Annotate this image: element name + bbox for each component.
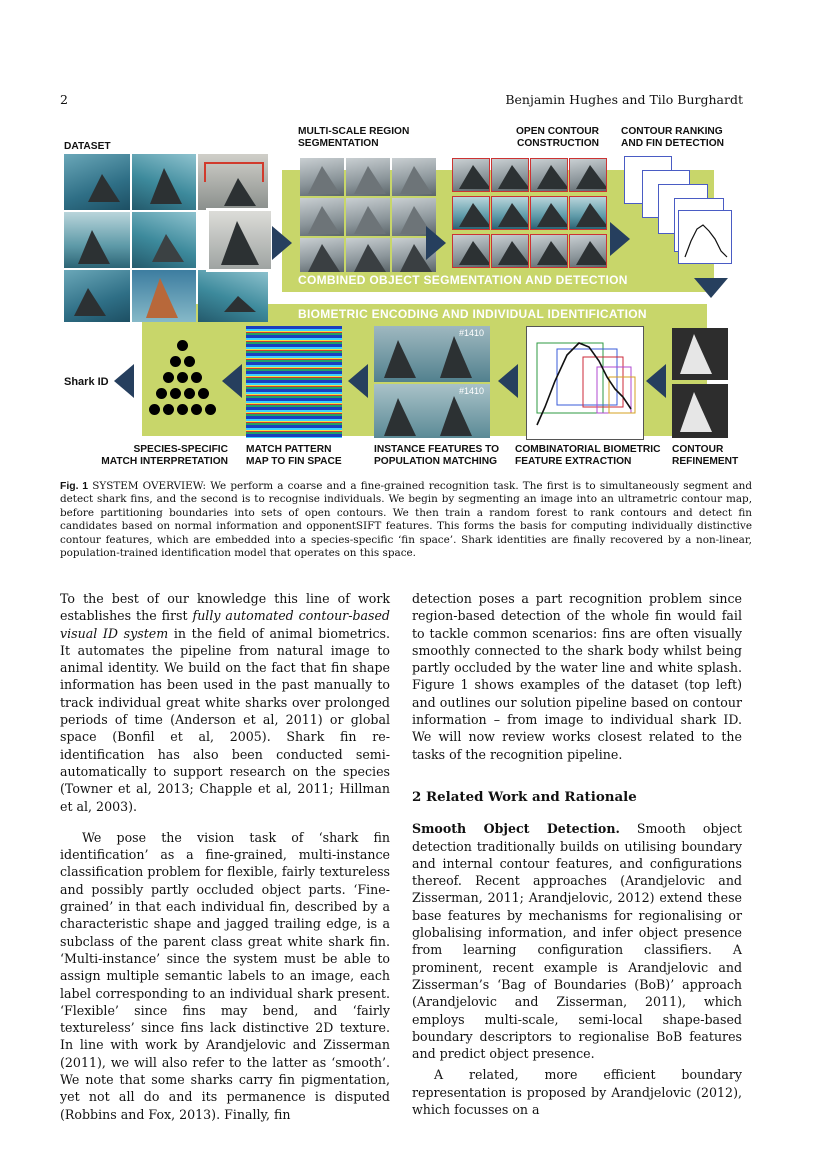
label-contour-ranking-fin-detection: CONTOUR RANKING AND FIN DETECTION — [621, 126, 725, 149]
label-species-specific-match-interpretation: SPECIES-SPECIFIC MATCH INTERPRETATION — [101, 444, 228, 467]
paragraph — [412, 820, 742, 1062]
paragraph: A related, more efficient boundary representation is proposed by Arandjelovic (2012), which focusses on a — [412, 1067, 742, 1118]
contour-image — [569, 234, 607, 268]
dataset-image — [64, 154, 130, 210]
segmentation-image — [346, 198, 390, 236]
paragraph-text: To the best of our knowledge this line of work establishes the first — [60, 591, 390, 624]
section-heading: 2 Related Work and Rationale — [412, 788, 637, 805]
paragraph-heading: Smooth Object Detection. — [412, 821, 620, 837]
flow-arrow-left — [114, 364, 134, 398]
paragraph: We pose the vision task of ‘shark fin identification’ as a fine-grained, multi-instance classification problem for flexible, fairly textureless and possibly partly occluded object parts. ‘Fine-grained’ in that each individual fin, described by a characteristic shape and jagged trailing edge, is a subclass of the parent class great white shark fin. ‘Multi-instance’ since the system must be able to assign multiple semantic labels to an image, each label corresponding to an individual shark present. ‘Flexible’ since fins may bend, and ‘fairly textureless’ since fins lack distinctive 2D texture. In line with work by Arandjelovic and Zisserman (2011), we will also refer to the latter as ‘smooth’. We note that some sharks carry fin pigmentation, yet not all do and its permanence is disputed (Robbins and Fox, 2013). Finally, fin — [60, 829, 390, 1122]
flow-arrow-left — [348, 364, 368, 398]
flow-arrow-down — [694, 278, 728, 298]
contour-image — [530, 158, 568, 192]
species-dot-pyramid — [144, 326, 220, 436]
segmentation-image — [300, 198, 344, 236]
contour-image — [530, 234, 568, 268]
dataset-image — [198, 154, 268, 210]
combinatorial-feature-plot — [526, 326, 644, 440]
flow-arrow-left — [646, 364, 666, 398]
left-column — [60, 590, 390, 1123]
bottom-band-title: BIOMETRIC ENCODING AND INDIVIDUAL IDENTIFICATION — [298, 307, 647, 321]
segmentation-image — [346, 238, 390, 272]
contour-image — [491, 158, 529, 192]
instance-tag: #1410 — [458, 328, 484, 338]
label-match-pattern-fin-space: MATCH PATTERN MAP TO FIN SPACE — [246, 444, 342, 467]
match-pattern-heatmap — [246, 326, 342, 438]
caption-text: SYSTEM OVERVIEW: We perform a coarse and a fine-grained recognition task. The first is to simultaneously segment and detect shark fins, and the second is to recognise individuals. We begin by segmenting an image into an ultrametric contour map, before partitioning boundaries into sets of open contours. We then train a random forest to rank contours and detect fin candidates based on normal information and opponentSIFT features. This forms the basis for computing individually distinctive contour features, which are embedded into a species-specific ‘fin space’. Shark identities are finally recovered by a non-linear, population-trained identification model that operates on this space. — [60, 480, 752, 560]
dataset-image — [64, 212, 130, 268]
population-match-image — [374, 326, 490, 382]
label-instance-features-population-matching: INSTANCE FEATURES TO POPULATION MATCHING — [374, 444, 500, 467]
segmentation-image — [392, 158, 436, 196]
flow-arrow-right — [610, 222, 630, 256]
contour-image — [569, 196, 607, 230]
label-dataset: DATASET — [64, 141, 111, 152]
contour-image — [491, 196, 529, 230]
dataset-image — [132, 212, 196, 268]
ranking-curve — [679, 211, 731, 263]
top-band-title: COMBINED OBJECT SEGMENTATION AND DETECTION — [298, 273, 628, 287]
figure-caption — [60, 480, 752, 560]
contour-image — [452, 158, 490, 192]
feature-overlay — [527, 327, 643, 439]
refined-contour-image — [672, 328, 728, 380]
label-combinatorial-feature-extraction: COMBINATORIAL BIOMETRIC FEATURE EXTRACTION — [515, 444, 661, 467]
label-multi-scale-region-segmentation: MULTI-SCALE REGION SEGMENTATION — [298, 126, 410, 149]
flow-arrow-left — [222, 364, 242, 398]
paragraph: detection poses a part recognition problem since region-based detection of the whole fin would fail to tackle common scenarios: fins are often visually smoothly connected to the shark body whilst being partly occluded by the water line and white splash. Figure 1 shows examples of the dataset (top left) and outlines our solution pipeline based on contour information – from image to individual shark ID. We will now review works closest related to the tasks of the recognition pipeline. — [412, 591, 742, 762]
contour-image — [452, 234, 490, 268]
right-column — [412, 590, 742, 1118]
paragraph-text: in the field of animal biometrics. It automates the pipeline from natural image to animal identity. We build on the fact that fin shape information has been used in the past manually to track individual great white sharks over prolonged periods of time (Anderson et al, 2011) or global space (Bonfil et al, 2005). Shark fin re-identification has also been conducted semi-automatically to support research on the species (Towner et al, 2013; Chapple et al, 2011; Hillman et al, 2003). — [60, 625, 390, 814]
dataset-image — [132, 270, 196, 322]
label-shark-id: Shark ID — [64, 376, 109, 388]
paragraph-text: Smooth object detection traditionally builds on utilising boundary and internal contour features, and configurations thereof. Recent approaches (Arandjelovic and Zisserman, 2011; Arandjelovic, 2012) extend these base features by mechanisms for regionalising or globalising information, and infer object presence from learning configuration classifiers. A prominent, recent example is Arandjelovic and Zisserman’s ‘Bag of Boundaries (BoB)’ approach (Arandjelovic and Zisserman, 2011), which employs multi-scale, semi-local shape-based boundary descriptors to regionalise BoB features and predict object presence. — [412, 821, 742, 1062]
ranking-plot — [678, 210, 732, 264]
dataset-image — [64, 270, 130, 322]
refined-contour-image — [672, 384, 728, 438]
contour-image — [452, 196, 490, 230]
instance-tag: #1410 — [458, 386, 484, 396]
segmentation-image — [300, 158, 344, 196]
dataset-image — [132, 154, 196, 210]
dataset-image — [198, 270, 268, 322]
label-contour-refinement: CONTOUR REFINEMENT — [672, 444, 739, 467]
paragraph — [60, 590, 390, 815]
flow-arrow-right — [272, 226, 292, 260]
segmentation-image — [300, 238, 344, 272]
caption-label: Fig. 1 — [60, 481, 89, 492]
flow-arrow-right — [426, 226, 446, 260]
dataset-image-highlighted — [206, 208, 274, 272]
contour-image — [569, 158, 607, 192]
emphasis-text: fully automated contour-based visual ID system — [60, 608, 390, 641]
label-open-contour-construction: OPEN CONTOUR CONSTRUCTION — [516, 126, 600, 149]
contour-image — [491, 234, 529, 268]
figure-1-system-overview — [60, 122, 752, 472]
flow-arrow-left — [498, 364, 518, 398]
page-number: 2 — [60, 92, 68, 107]
running-header-authors: Benjamin Hughes and Tilo Burghardt — [505, 92, 743, 107]
population-match-image — [374, 384, 490, 438]
contour-image — [530, 196, 568, 230]
segmentation-image — [346, 158, 390, 196]
